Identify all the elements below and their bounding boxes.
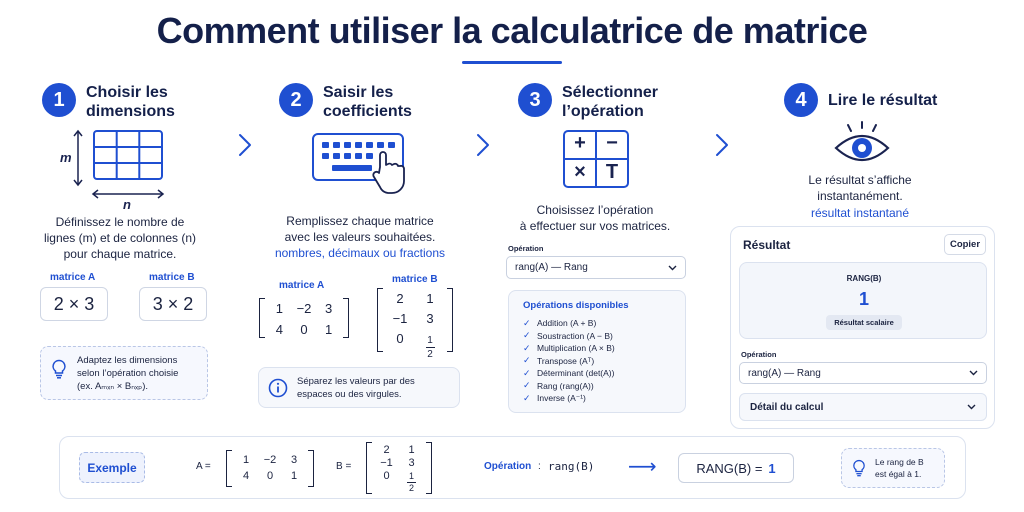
step-2-header [279, 83, 412, 121]
matrix-cell: 2 [383, 444, 390, 456]
operations-title: Opérations disponibles [523, 300, 629, 311]
operation-item[interactable]: ✓ Transpose (Aᵀ) [523, 355, 595, 366]
eye-icon [832, 120, 892, 171]
chevron-down-icon [967, 402, 976, 413]
example-result-value: 1 [768, 460, 776, 476]
operation-item[interactable]: ✓ Déterminant (det(A)) [523, 367, 615, 379]
operation-select[interactable] [506, 256, 686, 279]
step-3-number: 3 [518, 83, 552, 117]
example-matrix-a [226, 450, 314, 487]
matrix-cell[interactable]: 2 [396, 291, 404, 306]
result-panel [730, 226, 995, 429]
chevron-down-icon [668, 263, 677, 273]
select-value: rang(A) — Rang [748, 367, 821, 379]
step-4-description: Le résultat s’affiche instantanément. [808, 173, 912, 203]
check-icon: ✓ [523, 380, 531, 391]
check-icon: ✓ [523, 342, 531, 353]
tip-line: Le rang de B [875, 457, 924, 467]
keyboard-icon [310, 131, 410, 204]
chevron-right-icon [476, 133, 490, 162]
matrix-cell-fraction[interactable]: $\frac{1}{2}$ [427, 335, 433, 360]
example-bar [59, 436, 966, 499]
matrix-cell: −2 [263, 454, 277, 466]
matrix-cell: 0 [266, 470, 274, 482]
matrix-cell: 4 [242, 470, 250, 482]
check-icon: ✓ [523, 317, 531, 328]
step-1-header [42, 83, 175, 121]
step-2-description: Remplissez chaque matrice avec les valeurs souhaitées. nombres, décimaux ou fractions [274, 214, 446, 260]
step-3-title: Sélectionner l’opération [562, 84, 659, 120]
tip-line: selon l’opération choisie [77, 368, 179, 379]
info-icon [268, 378, 288, 403]
matrix-a-label: matrice A [279, 280, 325, 291]
matrix-cell[interactable]: 1 [325, 322, 333, 337]
axis-m-label: m [60, 150, 72, 165]
matrix-cell[interactable]: 4 [275, 322, 283, 337]
step-4-title: Lire le résultat [828, 92, 938, 109]
step-3-header [518, 83, 658, 121]
matrix-cell[interactable]: 0 [396, 331, 404, 346]
example-a-label: A = [196, 461, 211, 472]
step-1-description: Définissez le nombre de lignes (m) et de colonnes (n) pour chaque matrice. [43, 215, 197, 261]
minus-icon: − [606, 132, 618, 154]
matrix-grid-icon [58, 128, 170, 209]
step-2-info [258, 367, 460, 408]
title-underline [462, 61, 562, 64]
example-operation-value: rang(B) [548, 460, 595, 473]
check-icon: ✓ [523, 367, 531, 378]
page-title: Comment utiliser la calculatrice de matrice [156, 10, 868, 51]
matrix-a-label: matrice A [50, 272, 96, 283]
times-icon: × [574, 161, 586, 183]
check-icon: ✓ [523, 392, 531, 403]
matrix-cell: −1 [380, 457, 393, 469]
matrix-a-grid [259, 298, 349, 338]
result-type-badge: Résultat scalaire [826, 315, 902, 330]
matrix-cell[interactable]: 3 [325, 301, 333, 316]
available-operations-panel [508, 290, 686, 413]
result-panel-title: Résultat [743, 238, 791, 252]
chevron-down-icon [969, 368, 978, 378]
detail-label: Détail du calcul [750, 401, 824, 413]
matrix-cell-fraction: $\frac{1}{2}$ [408, 471, 414, 493]
axis-n-label: n [123, 197, 131, 212]
result-card [739, 262, 987, 339]
matrix-cell: 0 [383, 470, 390, 482]
operation-item[interactable]: ✓ Soustraction (A − B) [523, 330, 613, 341]
matrix-cell: 1 [408, 444, 415, 456]
info-line: espaces ou des virgules. [297, 389, 402, 400]
example-result-label: RANG(B) = [696, 460, 763, 476]
matrix-cell[interactable]: 0 [300, 322, 308, 337]
step-3-description: Choisissez l’opération à effectuer sur vos matrices. [519, 203, 671, 233]
result-caption: RANG(B) [846, 274, 882, 283]
check-icon: ✓ [523, 355, 531, 366]
select-value: rang(A) — Rang [515, 262, 588, 273]
step-1-tip [40, 346, 208, 400]
instant-result-link[interactable]: résultat instantané [810, 206, 910, 220]
copy-button[interactable]: Copier [944, 234, 986, 255]
step-2-title: Saisir les coefficients [323, 84, 412, 120]
transpose-icon: T [605, 161, 619, 183]
operation-item[interactable]: ✓ Addition (A + B) [523, 317, 597, 329]
matrix-cell: 1 [290, 470, 298, 482]
step-2-number: 2 [279, 83, 313, 117]
tip-line: Adaptez les dimensions [77, 355, 178, 366]
calculation-detail-toggle[interactable] [739, 393, 987, 421]
arrow-right-icon: ⟶ [628, 456, 657, 478]
result-operation-select[interactable] [739, 362, 987, 384]
operation-select-label: Opération [741, 350, 777, 359]
example-b-label: B = [336, 461, 352, 472]
example-matrix-b [366, 442, 432, 494]
step-1-number: 1 [42, 83, 76, 117]
matrix-b-dimensions-input[interactable]: 3 × 2 [139, 287, 207, 321]
plus-icon: + [574, 132, 586, 154]
tip-line: est égal à 1. [875, 469, 922, 479]
matrix-cell[interactable]: −1 [392, 311, 408, 326]
check-icon: ✓ [523, 330, 531, 341]
matrix-cell: 3 [290, 454, 298, 466]
example-operation-colon: : [538, 461, 541, 472]
matrix-b-label: matrice B [392, 274, 438, 285]
lightbulb-icon [852, 458, 866, 483]
tip-line: (ex. Aₘₓₙ × Bₙₓₚ). [77, 381, 149, 392]
matrix-cell[interactable]: 1 [275, 301, 283, 316]
example-tag: Exemple [79, 452, 145, 483]
example-operation-label: Opération [484, 461, 532, 472]
step-4-number: 4 [784, 83, 818, 117]
matrix-cell[interactable]: 1 [426, 291, 434, 306]
chevron-right-icon [715, 133, 729, 162]
matrix-b-grid [377, 288, 453, 360]
matrix-cell: 3 [408, 457, 415, 469]
operation-item[interactable]: ✓ Multiplication (A × B) [523, 342, 615, 354]
chevron-right-icon [238, 133, 252, 162]
matrix-cell[interactable]: −2 [296, 301, 312, 316]
matrix-a-dimensions-input[interactable]: 2 × 3 [40, 287, 108, 321]
operation-select-label: Opération [508, 244, 544, 253]
step-4-header [784, 83, 937, 117]
operation-item[interactable]: ✓ Rang (rang(A)) [523, 380, 594, 391]
step-1-title: Choisir les dimensions [86, 84, 175, 120]
operation-item[interactable]: ✓ Inverse (A⁻¹) [523, 392, 586, 403]
matrix-b-label: matrice B [149, 272, 195, 283]
example-result [678, 453, 794, 483]
example-tip [841, 448, 945, 488]
matrix-cell[interactable]: 3 [426, 311, 434, 326]
lightbulb-icon [51, 359, 67, 384]
matrix-cell: 1 [242, 454, 250, 466]
result-value: 1 [858, 289, 869, 309]
info-line: Séparez les valeurs par des [297, 376, 415, 387]
